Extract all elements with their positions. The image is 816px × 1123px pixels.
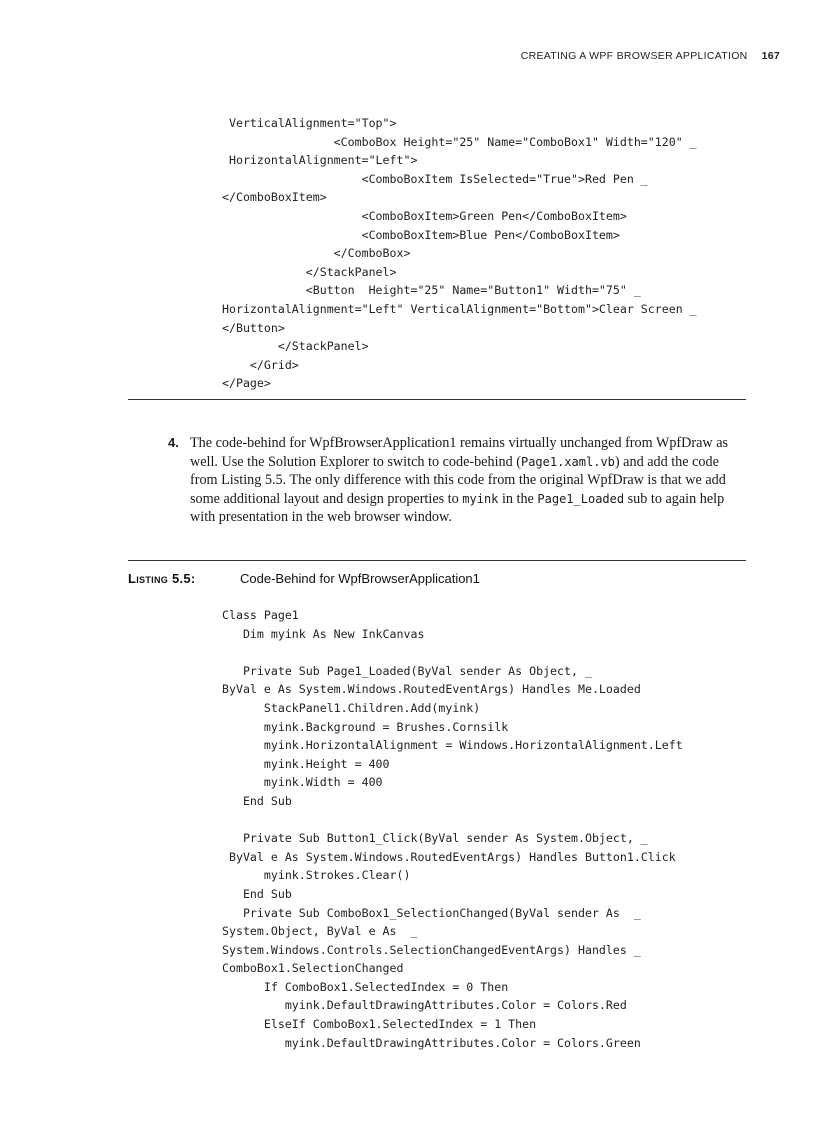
code-line: </Page> <box>222 376 271 391</box>
code-line: <Button Height="25" Name="Button1" Width="75" _ <box>222 283 641 298</box>
code-line: Private Sub ComboBox1_SelectionChanged(ByVal sender As _ <box>222 905 641 920</box>
step-text: ) and add the code from Listing 5.5. The only difference with this code from the original WpfDraw is that we add some additional layout and design properties to <box>190 453 726 507</box>
code-line: </Grid> <box>222 357 299 372</box>
inline-code-loaded: Page1_Loaded <box>537 491 625 506</box>
code-line: <ComboBoxItem>Blue Pen</ComboBoxItem> <box>222 227 620 242</box>
listing-label: Listing 5.5: <box>128 571 196 586</box>
code-line: System.Object, ByVal e As _ <box>222 924 418 939</box>
step-number: 4. <box>168 435 179 450</box>
listing-divider <box>128 560 746 561</box>
code-line: Private Sub Button1_Click(ByVal sender As System.Object, _ <box>222 831 648 846</box>
code-line: HorizontalAlignment="Left"> <box>222 153 418 168</box>
inline-code-myink: myink <box>462 491 499 506</box>
code-line: Private Sub Page1_Loaded(ByVal sender As Object, _ <box>222 663 592 678</box>
code-line: myink.Height = 400 <box>222 756 390 771</box>
code-line: Dim myink As New InkCanvas <box>222 626 425 641</box>
listing-title: Code-Behind for WpfBrowserApplication1 <box>240 571 480 586</box>
code-line: End Sub <box>222 793 292 808</box>
code-line <box>222 643 683 662</box>
code-line: <ComboBoxItem>Green Pen</ComboBoxItem> <box>222 208 627 223</box>
code-line: End Sub <box>222 886 292 901</box>
listing-heading <box>128 571 746 586</box>
code-line <box>222 811 683 830</box>
code-line: myink.DefaultDrawingAttributes.Color = Colors.Red <box>222 998 627 1013</box>
section-divider <box>128 399 746 400</box>
code-line: ComboBox1.SelectionChanged <box>222 961 404 976</box>
code-line: </StackPanel> <box>222 264 397 279</box>
code-line: myink.Background = Brushes.Cornsilk <box>222 719 509 734</box>
code-line: myink.Width = 400 <box>222 775 383 790</box>
code-line: ByVal e As System.Windows.RoutedEventArgs) Handles Me.Loaded <box>222 682 641 697</box>
step-body <box>190 434 734 527</box>
code-line: <ComboBoxItem IsSelected="True">Red Pen _ <box>222 171 648 186</box>
inline-code-filename: Page1.xaml.vb <box>520 454 615 469</box>
code-line: ElseIf ComboBox1.SelectedIndex = 1 Then <box>222 1017 537 1032</box>
step-text: sub to again help with presentation in the web browser window. <box>190 490 725 526</box>
code-line: </StackPanel> <box>222 339 369 354</box>
running-header <box>521 50 780 62</box>
code-line: System.Windows.Controls.SelectionChangedEventArgs) Handles _ <box>222 942 641 957</box>
page-number: 167 <box>761 50 780 62</box>
code-line: VerticalAlignment="Top"> <box>222 116 397 130</box>
code-line: Class Page1 <box>222 608 299 622</box>
code-line: </Button> <box>222 320 285 335</box>
code-line: <ComboBox Height="25" Name="ComboBox1" Width="120" _ <box>222 134 697 149</box>
code-block-xaml <box>222 114 697 393</box>
code-line: StackPanel1.Children.Add(myink) <box>222 700 481 715</box>
code-line: myink.HorizontalAlignment = Windows.HorizontalAlignment.Left <box>222 738 683 753</box>
step-4-paragraph <box>168 434 734 527</box>
code-line: </ComboBoxItem> <box>222 190 327 205</box>
code-line: ByVal e As System.Windows.RoutedEventArgs) Handles Button1.Click <box>222 849 676 864</box>
code-line: HorizontalAlignment="Left" VerticalAlignment="Bottom">Clear Screen _ <box>222 301 697 316</box>
code-line: If ComboBox1.SelectedIndex = 0 Then <box>222 979 509 994</box>
step-text: The code-behind for WpfBrowserApplication1 remains virtually unchanged from WpfDraw as well. Use the Solution Explorer to switch to code-behind ( <box>190 435 729 470</box>
step-text: in the <box>498 490 538 507</box>
running-title: CREATING A WPF BROWSER APPLICATION <box>520 50 748 62</box>
code-line: myink.DefaultDrawingAttributes.Color = Colors.Green <box>222 1035 641 1050</box>
code-line: myink.Strokes.Clear() <box>222 868 411 883</box>
code-block-vb <box>222 606 683 1052</box>
code-line: </ComboBox> <box>222 246 411 261</box>
